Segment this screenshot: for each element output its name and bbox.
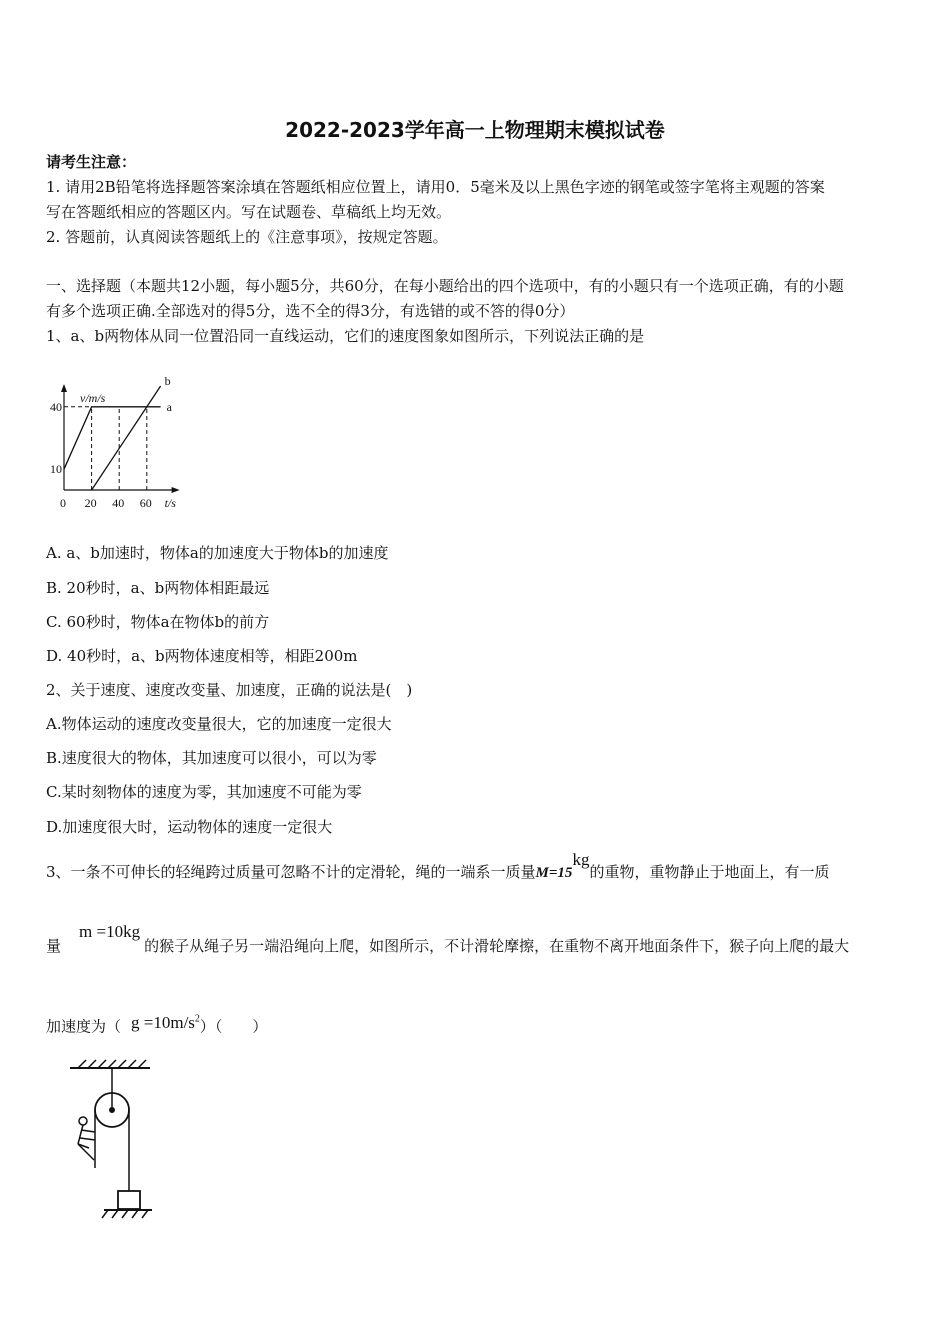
- q3-gravity-value: g =10m/s: [131, 1012, 195, 1032]
- y-tick-label: 40: [50, 399, 62, 414]
- notice-line-1: 1. 请用2B铅笔将选择题答案涂填在答题纸相应位置上，请用0．5毫米及以上黑色字迹的钢笔或签字笔将主观题的答案: [46, 178, 825, 196]
- ceiling-hatch: [78, 1060, 146, 1068]
- x-tick-label: 40: [112, 496, 125, 510]
- q3-kg-unit: kg: [572, 850, 590, 869]
- question-2-option-d: D.加速度很大时，运动物体的速度一定很大: [46, 818, 333, 836]
- q3-text-e: 加速度为（: [46, 1017, 122, 1036]
- notice-heading: 请考生注意：: [46, 153, 137, 171]
- x-axis-label: t/s: [164, 496, 176, 510]
- q3-text-c: 量: [46, 937, 62, 955]
- pulley-axle: [109, 1107, 115, 1113]
- y-axis-arrow: [61, 384, 67, 392]
- question-3-line-3: [46, 1013, 267, 1037]
- x-tick-label: 20: [84, 496, 97, 510]
- q3-mass-big: M=15: [535, 865, 573, 881]
- question-3-line-2: [46, 922, 850, 956]
- question-2-option-c: C.某时刻物体的速度为零，其加速度不可能为零: [46, 783, 362, 801]
- question-1-option-d: D. 40秒时，a、b两物体速度相等，相距200m: [46, 647, 358, 665]
- notice-line-1b: 写在答题纸相应的答题区内。写在试题卷、草稿纸上均无效。: [46, 203, 452, 221]
- series-label-b: b: [164, 374, 171, 388]
- q3-text-d: 的猴子从绳子另一端沿绳向上爬，如图所示，不计滑轮摩擦，在重物不离开地面条件下，猴子向上爬的最大: [144, 937, 850, 955]
- velocity-time-graph: [44, 360, 214, 520]
- q3-text-f: ）（ ）: [199, 1017, 268, 1036]
- question-1-stem: 1、a、b两物体从同一位置沿同一直线运动，它们的速度图象如图所示，下列说法正确的是: [46, 327, 645, 345]
- x-tick-label: 60: [139, 496, 152, 510]
- question-1-option-a: A. a、b加速时，物体a的加速度大于物体b的加速度: [46, 544, 389, 562]
- x-axis-arrow: [172, 487, 180, 493]
- question-2-option-b: B.速度很大的物体，其加速度可以很小，可以为零: [46, 749, 377, 767]
- weight-block: [118, 1191, 140, 1209]
- q3-text-a: 3、一条不可伸长的轻绳跨过质量可忽略不计的定滑轮，绳的一端系一质量: [46, 863, 536, 881]
- series-label-a: a: [166, 399, 172, 414]
- monkey-icon: [78, 1117, 95, 1160]
- question-2-option-a: A.物体运动的速度改变量很大，它的加速度一定很大: [46, 715, 392, 733]
- y-axis-label: v/m/s: [80, 391, 106, 405]
- page-title: 2022-2023学年高一上物理期末模拟试卷: [285, 118, 665, 142]
- notice-line-2: 2. 答题前，认真阅读答题纸上的《注意事项》，按规定答题。: [46, 228, 448, 246]
- x-tick-label: 0: [60, 496, 66, 510]
- q3-mass-small: m =10kg: [79, 922, 141, 941]
- ground-hatch: [102, 1210, 148, 1218]
- graph-ticks: [50, 400, 152, 510]
- q3-text-b: 的重物，重物静止于地面上，有一质: [589, 863, 830, 881]
- q3-gravity: [131, 1013, 200, 1032]
- section-instructions-2: 有多个选项正确.全部选对的得5分，选不全的得3分，有选错的或不答的得0分）: [46, 302, 575, 320]
- q3-gravity-exp: 2: [194, 1013, 200, 1024]
- question-1-option-b: B. 20秒时，a、b两物体相距最远: [46, 579, 270, 597]
- question-3-line-1: [46, 850, 830, 883]
- y-tick-label: 10: [50, 462, 62, 477]
- pulley-monkey-diagram: [66, 1058, 156, 1223]
- question-2-stem: 2、关于速度、速度改变量、加速度，正确的说法是( ): [46, 681, 413, 699]
- section-instructions-1: 一、选择题（本题共12小题，每小题5分，共60分，在每小题给出的四个选项中，有的小题只有一个选项正确，有的小题: [46, 277, 844, 295]
- question-1-option-c: C. 60秒时，物体a在物体b的前方: [46, 613, 270, 631]
